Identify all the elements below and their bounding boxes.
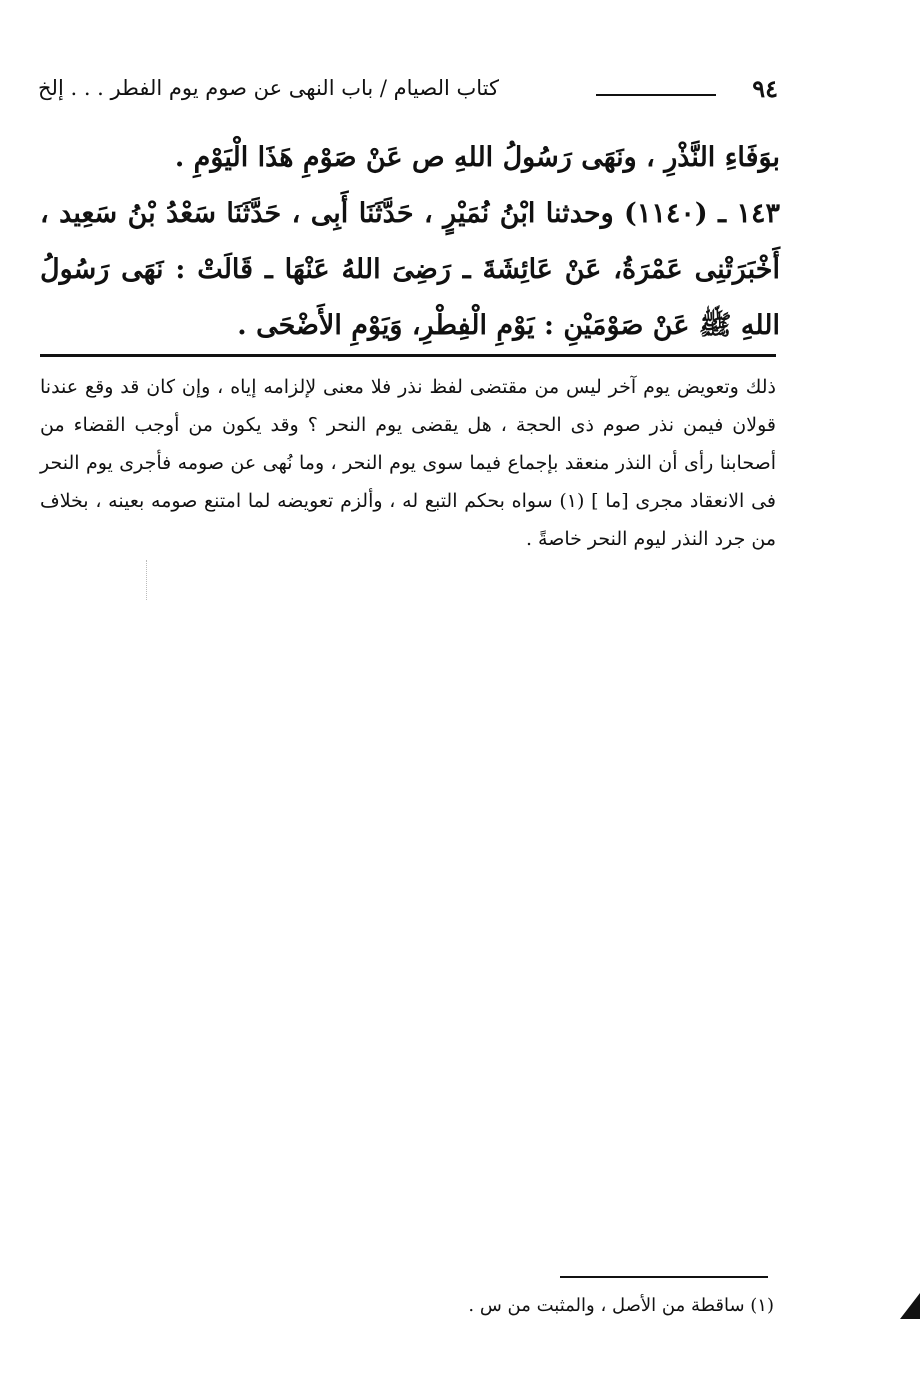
commentary-paragraph: ذلك وتعويض يوم آخر ليس من مقتضى لفظ نذر فلا معنى لإلزامه إياه ، وإن كان قد وقع عندنا قولان فيمن نذر صوم ذى الحجة ، هل يقضى يوم النحر ؟ وقد يكون من أوجب القضاء من أصحابنا رأى أن النذر منعقد بإجماع فيما سوى يوم النحر ، وما نُهى عن صومه فأجرى يوم النحر فى الانعقاد مجرى [ما ] (١) سواه بحكم التبع له ، وألزم تعويضه لما امتنع صومه بعينه ، بخلاف من جرد النذر ليوم النحر خاصةً . bbox=[40, 376, 776, 550]
footnote-divider bbox=[560, 1276, 768, 1278]
hadith-paragraph-143: ١٤٣ ـ (١١٤٠) وحدثنا ابْنُ نُمَيْرٍ ، حَدَّثَنَا أَبِى ، حَدَّثَنَا سَعْدُ بْنُ سَعِيد ، أَخْبَرَتْنِى عَمْرَةُ، عَنْ عَائِشَةَ ـ رَضِىَ اللهُ عَنْهَا ـ قَالَتْ : نَهَى رَسُولُ اللهِ ﷺ عَنْ صَوْمَيْنِ : يَوْمِ الْفِطْرِ، وَيَوْمِ الأَضْحَى . bbox=[40, 198, 780, 341]
hadith-paragraph-continuation: بوَفَاءِ النَّذْرِ ، ونَهَى رَسُولُ اللهِ ص عَنْ صَوْمِ هَذَا الْيَوْمِ . bbox=[174, 142, 780, 173]
page-header bbox=[38, 74, 778, 108]
header-rule bbox=[596, 94, 716, 96]
commentary-divider bbox=[40, 354, 776, 357]
running-title: كتاب الصيام / باب النهى عن صوم يوم الفطر . . . إلخ bbox=[38, 76, 500, 100]
footnote-1: (١) ساقطة من الأصل ، والمثبت من س . bbox=[468, 1295, 774, 1316]
commentary-section bbox=[40, 368, 776, 558]
page-number: ٩٤ bbox=[752, 74, 778, 103]
page-corner-mark bbox=[900, 1293, 920, 1319]
hadith-text bbox=[40, 130, 780, 354]
scan-artifact bbox=[146, 560, 148, 600]
